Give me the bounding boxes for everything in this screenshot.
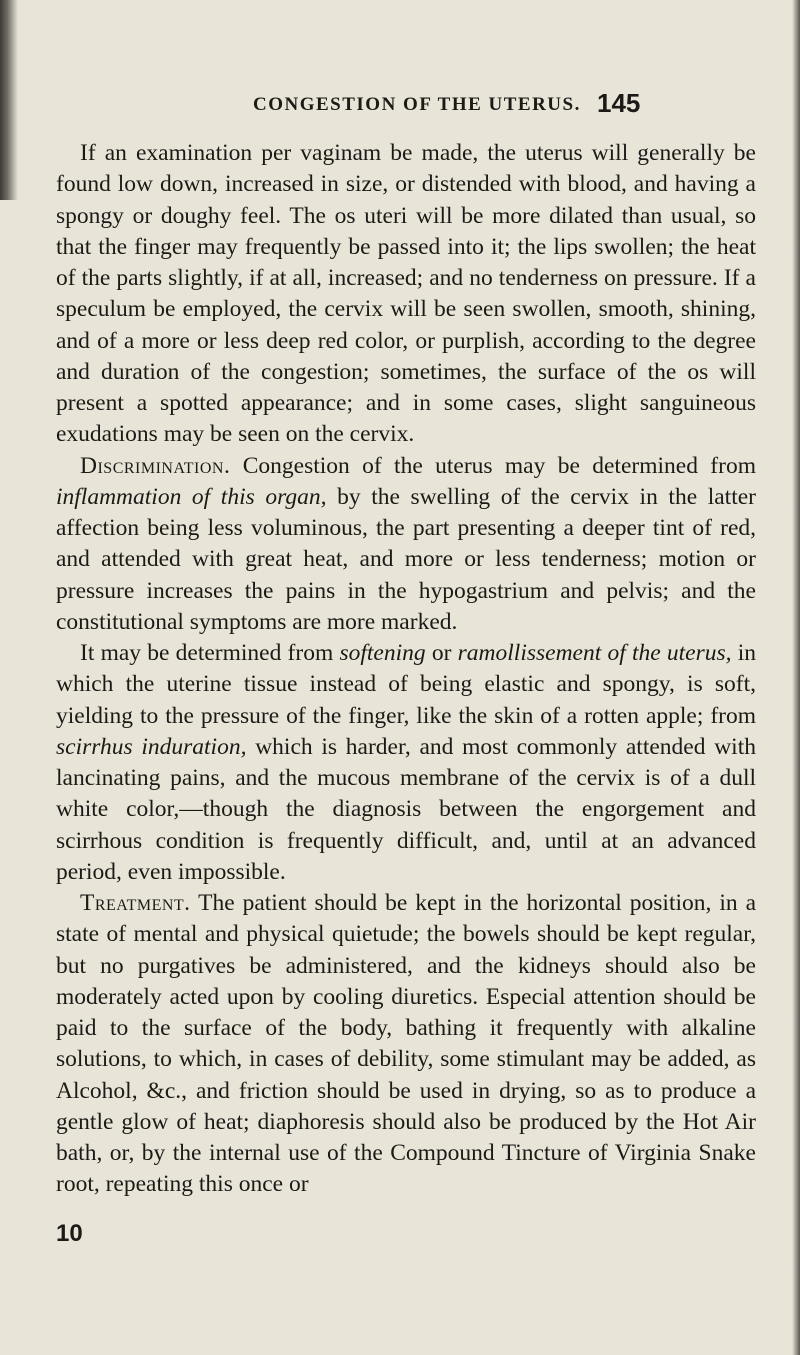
paragraph-treatment: [56, 888, 756, 1201]
signature-mark: 10: [56, 1220, 83, 1247]
binding-shadow-right: [792, 0, 800, 1355]
italic-term: ramollissement of the uterus,: [457, 640, 732, 666]
body-text: [56, 138, 756, 1201]
paragraph-text: in which the uterine tissue instead of being elastic and spongy, is soft, yielding to the pressure of the finger, like the skin of a rotten apple; from: [56, 640, 757, 729]
paragraph-text: If an examination per vaginam be made, the uterus will generally be found low down, increased in size, or distended with blood, and having a spongy or doughy feel. The os uteri will be more dilated than usual, so that the finger may frequently be passed into it; the lips swollen; the heat of the parts slightly, if at all, increased; and no tenderness on pressure. If a speculum be employed, the cervix will be seen swollen, smooth, shining, and of a more or less deep red color, or purplish, according to the degree and duration of the congestion; sometimes, the surface of the os will present a spotted appearance; and in some cases, slight sanguineous exudations may be seen on the cervix.: [56, 140, 756, 448]
page-header-title: CONGESTION OF THE UTERUS.: [253, 94, 581, 115]
paragraph-examination: [56, 138, 756, 451]
italic-term: inflammation of this organ,: [56, 483, 327, 510]
page-number: 145: [597, 88, 641, 118]
paragraph-text: by the swelling of the cervix in the latter affection being less voluminous, the part presenting a deeper tint of red, and attended with great heat, and more or less tenderness; motion or pressure increases the pains in the hypogastrium and pelvis; and the constitutional symptoms are more marked.: [56, 483, 757, 635]
running-head: [0, 88, 800, 128]
paragraph-text: The patient should be kept in the horizontal position, in a state of mental and physical quietude; the bowels should be kept regular, but no purgatives be administered, and the kidneys should also be moderately acted upon by cooling diuretics. Especial attention should be paid to the surface of the body, bathing it frequently with alkaline solutions, to which, in cases of debility, some stimulant may be added, as Alcohol, &c., and friction should be used in drying, so as to produce a gentle glow of heat; diaphoresis should also be produced by the Hot Air bath, or, by the internal use of the Compound Tincture of Virginia Snake root, repeating this once or: [56, 890, 756, 1198]
section-heading-treatment: Treatment.: [80, 890, 191, 916]
italic-term: scirrhus induration,: [56, 733, 247, 760]
paragraph-discrimination: [56, 451, 756, 639]
italic-term: softening: [339, 640, 426, 666]
paragraph-text: which is harder, and most commonly attended with lancinating pains, and the mucous membrane of the cervix is of a dull white color,—though the diagnosis between the engorgement and scirrhous condition is frequently difficult, and, until at an advanced period, even impossible.: [56, 733, 756, 885]
paragraph-text: or: [425, 640, 458, 666]
section-heading-discrimination: Discrimination.: [80, 452, 231, 479]
paragraph-softening: [56, 638, 756, 888]
paragraph-text: It may be determined from: [80, 640, 340, 666]
paragraph-text: Congestion of the uterus may be determined from: [230, 452, 756, 479]
